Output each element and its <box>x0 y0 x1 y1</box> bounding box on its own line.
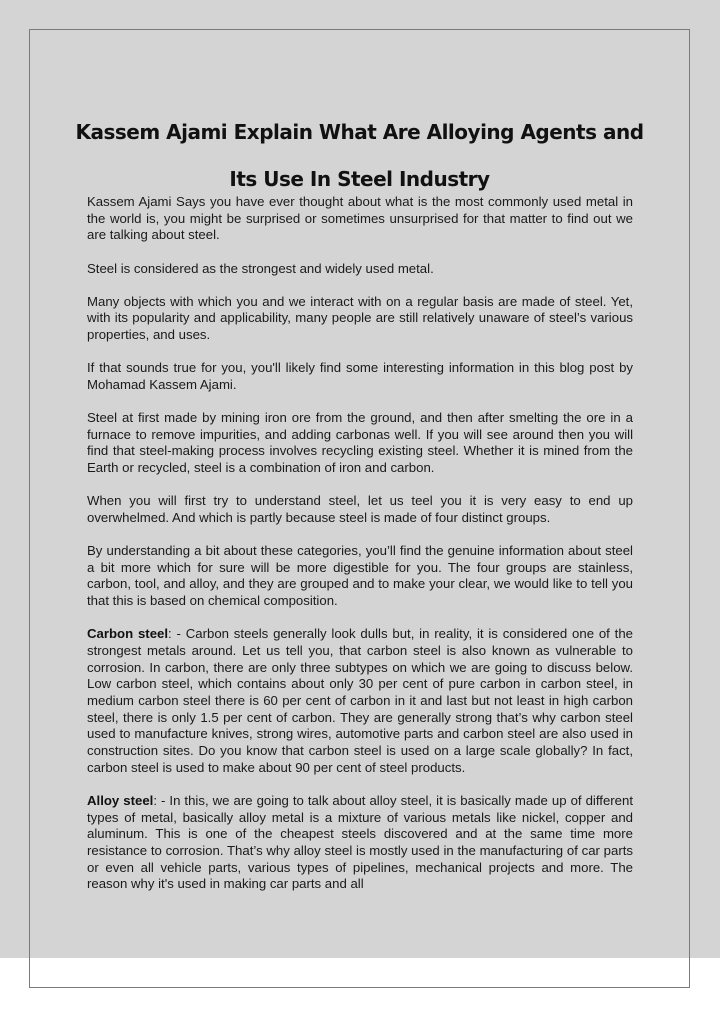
alloy-steel-heading: Alloy steel <box>87 792 154 808</box>
document-title-line-2: Its Use In Steel Industry <box>229 167 490 191</box>
paragraph: When you will first try to understand steel, let us teel you it is very easy to end up overwhelmed. And which is partly because steel is made of four distinct groups. <box>87 493 633 525</box>
carbon-steel-paragraph <box>87 626 633 776</box>
alloy-steel-paragraph <box>87 793 633 893</box>
carbon-steel-heading: Carbon steel <box>87 626 169 642</box>
paragraph: Steel at first made by mining iron ore from the ground, and then after smelting the ore in a furnace to remove impurities, and adding carbonas well. If you will see around then you will find that steel-making process involves recycling existing steel. Whether it is mined from the Earth or recycled, steel is a combination of iron and carbon. <box>87 409 633 475</box>
paragraph: Many objects with which you and we interact with on a regular basis are made of steel. Yet, with its popularity and applicability, many people are still relatively unaware of steel’s various properties, and uses. <box>87 293 633 342</box>
paragraph: If that sounds true for you, you'll likely find some interesting information in this blog post by Mohamad Kassem Ajami. <box>87 360 633 392</box>
paragraph: Kassem Ajami Says you have ever thought about what is the most commonly used metal in the world is, you might be surprised or sometimes unsurprised for that matter to find out we are talking about steel. <box>87 194 633 243</box>
paragraph: Steel is considered as the strongest and widely used metal. <box>87 260 434 276</box>
alloy-steel-text: : - In this, we are going to talk about alloy steel, it is basically made up of different types of metal, basically alloy metal is a mixture of various metals like nickel, copper and aluminum. This is one of the cheapest steels discovered and at the same time more resistance to corrosion. That’s why alloy steel is mostly used in the manufacturing of car parts or even all vehicle parts, various types of pipelines, mechanical projects and more. The reason why it's used in making car parts and all <box>87 792 634 892</box>
paragraph: By understanding a bit about these categories, you’ll find the genuine information about steel a bit more which for sure will be more digestible for you. The four groups are stainless, carbon, tool, and alloy, and they are grouped and to make your clear, we would like to tell you that this is based on chemical composition. <box>87 542 633 608</box>
document-body <box>87 194 633 909</box>
carbon-steel-text: : - Carbon steels generally look dulls but, in reality, it is considered one of the strongest metals around. Let us tell you, that carbon steel is also known as vulnerable to corrosion. In carbon, there are only three subtypes on which we are going to discuss below. Low carbon steel, which contains about only 30 per cent of pure carbon in carbon steel, in medium carbon steel there is 60 per cent of carbon in it and last but not least in high carbon steel, there is only 1.5 per cent of carbon. They are generally strong that’s why carbon steel used to manufacture knives, strong wires, automotive parts and carbon steel are also used in construction sites. Do you know that carbon steel is used on a large scale globally? In fact, carbon steel is used to make about 90 per cent of steel products. <box>87 626 633 775</box>
document-title-line-1: Kassem Ajami Explain What Are Alloying Agents and <box>75 120 644 144</box>
